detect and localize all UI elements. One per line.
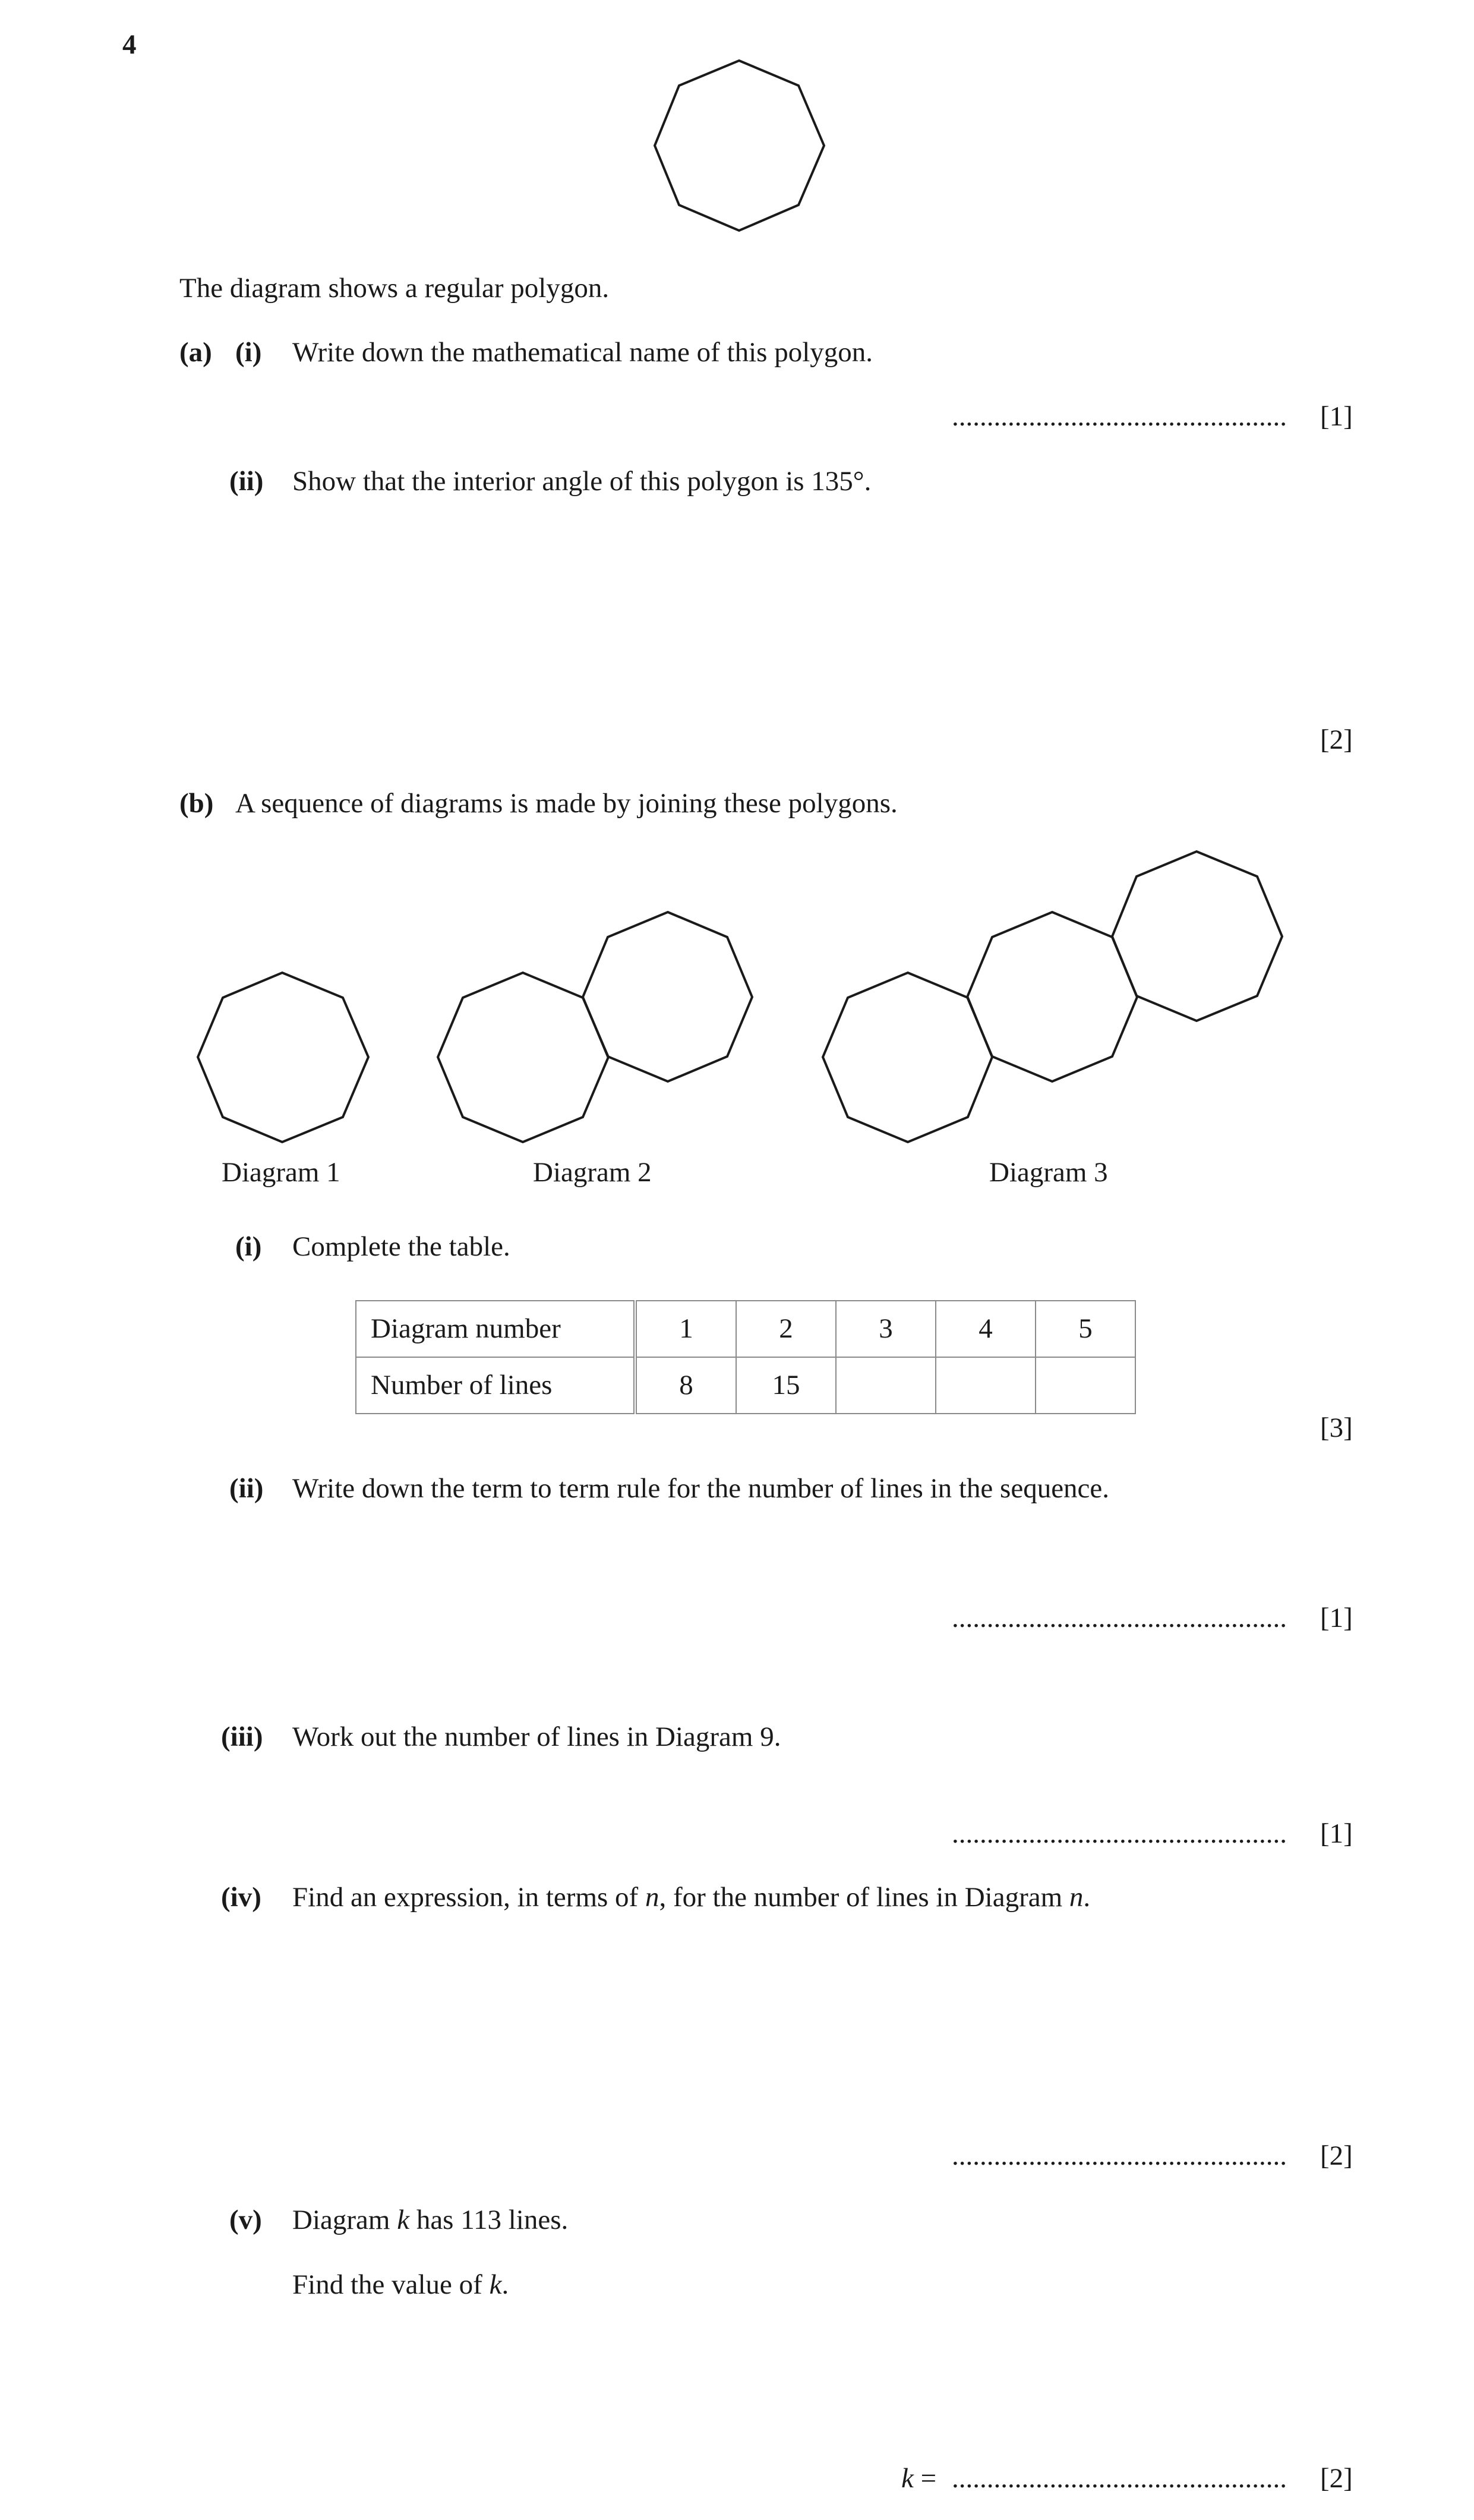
part-b-iii-answer-line[interactable]: ................................................: [952, 1818, 1287, 1849]
part-a-i-label: (i): [235, 337, 262, 368]
part-a-label: (a): [179, 337, 212, 368]
lines-answer-cell[interactable]: [836, 1357, 936, 1414]
part-a-i-answer-line[interactable]: ................................................: [952, 401, 1287, 432]
part-a-ii-marks: [2]: [1320, 724, 1353, 755]
diagram-2-octagon-2: [583, 912, 752, 1081]
part-b-iii-marks: [1]: [1320, 1818, 1353, 1849]
octagon-diagrams: [0, 0, 1474, 1248]
part-b-v-label: (v): [229, 2204, 262, 2235]
variable-n: n: [1069, 1882, 1084, 1913]
intro-text: The diagram shows a regular polygon.: [179, 273, 610, 304]
q-text: .: [1083, 1882, 1091, 1913]
part-b-iv-answer-line[interactable]: ................................................: [952, 2140, 1287, 2171]
part-b-v-marks: [2]: [1320, 2463, 1353, 2494]
q-text: has 113 lines.: [409, 2204, 569, 2235]
q-text: .: [501, 2269, 509, 2300]
variable-k: k: [397, 2204, 410, 2235]
table-row: [356, 1357, 1135, 1414]
part-b-v-answer-prefix: [901, 2465, 936, 2493]
number-of-lines-header: Number of lines: [356, 1357, 635, 1414]
lines-cell: 8: [635, 1357, 736, 1414]
part-b-iv-marks: [2]: [1320, 2140, 1353, 2171]
q-text: Find the value of: [292, 2269, 490, 2300]
lines-cell: 15: [736, 1357, 836, 1414]
diagram-number-cell: 3: [836, 1301, 936, 1357]
part-b-ii-answer-line[interactable]: ................................................: [952, 1603, 1287, 1633]
part-b-iv-question: [292, 1884, 1090, 1912]
part-b-v-line1: [292, 2206, 568, 2234]
part-b-intro: A sequence of diagrams is made by joining these polygons.: [235, 788, 898, 819]
page-number: 4: [122, 29, 137, 60]
lines-answer-cell[interactable]: [936, 1357, 1036, 1414]
diagram-1-octagon: [198, 973, 368, 1142]
part-b-i-question: Complete the table.: [292, 1231, 510, 1262]
diagram-number-header: Diagram number: [356, 1301, 635, 1357]
diagram-1-label: Diagram 1: [222, 1157, 340, 1188]
q-text: Find an expression, in terms of: [292, 1882, 645, 1913]
part-b-ii-label: (ii): [229, 1473, 264, 1504]
diagram-number-cell: 1: [635, 1301, 736, 1357]
part-b-ii-question: Write down the term to term rule for the number of lines in the sequence.: [292, 1473, 1110, 1504]
part-b-v-answer-line[interactable]: ................................................: [952, 2463, 1287, 2494]
sequence-table: [355, 1300, 1136, 1414]
q-text: , for the number of lines in Diagram: [659, 1882, 1069, 1913]
part-a-ii-question: Show that the interior angle of this polygon is 135°.: [292, 466, 872, 497]
part-b-ii-marks: [1]: [1320, 1603, 1353, 1633]
part-b-iv-label: (iv): [221, 1882, 261, 1913]
part-b-iii-label: (iii): [221, 1721, 263, 1752]
equals-sign: =: [913, 2463, 937, 2494]
part-b-i-marks: [3]: [1320, 1412, 1353, 1443]
variable-n: n: [645, 1882, 659, 1913]
part-a-i-marks: [1]: [1320, 401, 1353, 432]
part-b-label: (b): [179, 788, 214, 819]
variable-k: k: [901, 2463, 914, 2494]
diagram-3-label: Diagram 3: [989, 1157, 1108, 1188]
part-b-i-label: (i): [235, 1231, 262, 1262]
diagram-number-cell: 2: [736, 1301, 836, 1357]
part-a-i-question: Write down the mathematical name of this polygon.: [292, 337, 873, 368]
diagram-number-cell: 5: [1036, 1301, 1135, 1357]
regular-octagon: [655, 61, 824, 231]
part-a-ii-label: (ii): [229, 466, 264, 497]
diagram-3-octagon-3: [1112, 851, 1282, 1021]
part-b-v-line2: [292, 2271, 509, 2299]
diagram-number-cell: 4: [936, 1301, 1036, 1357]
table-row: [356, 1301, 1135, 1357]
lines-answer-cell[interactable]: [1036, 1357, 1135, 1414]
variable-k: k: [489, 2269, 502, 2300]
q-text: Diagram: [292, 2204, 397, 2235]
part-b-iii-question: Work out the number of lines in Diagram 9.: [292, 1721, 781, 1752]
diagram-2-label: Diagram 2: [533, 1157, 652, 1188]
